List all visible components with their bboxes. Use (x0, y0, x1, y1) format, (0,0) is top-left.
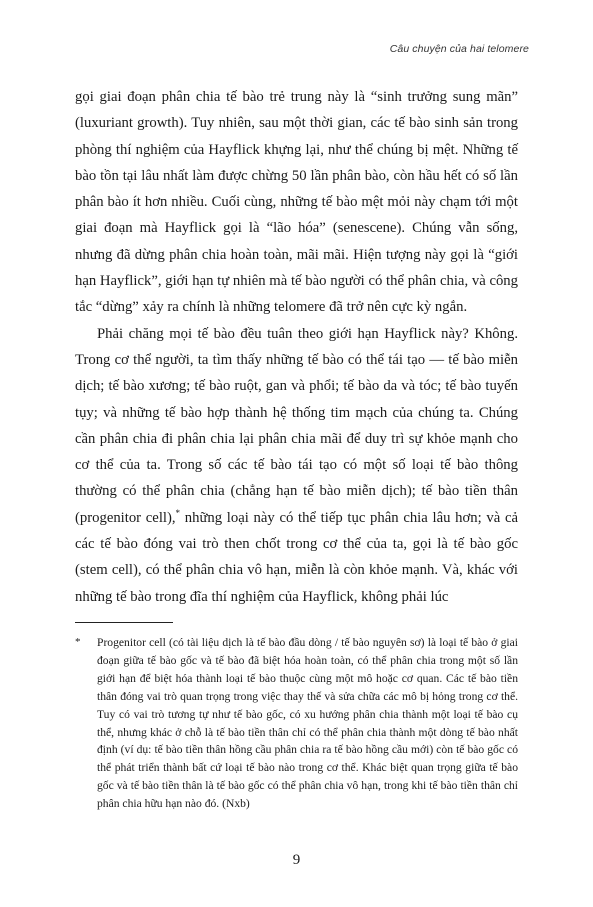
page-number: 9 (292, 852, 301, 868)
paragraph-1: gọi giai đoạn phân chia tế bào trẻ trung này là “sinh trưởng sung mãn” (luxuriant growth). Tuy nhiên, sau một thời gian, các tế bào sinh sản trong phòng thí nghiệm của Hayflick khựng lại, như thể chúng bị mệt. Những tế bào tồn tại lâu nhất làm được chừng 50 lần phân bào, còn hầu hết có số lần phân bào ít hơn nhiều. Cuối cùng, những tế bào mệt mỏi này chạm tới một giai đoạn mà Hayflick gọi là “lão hóa” (senescene). Chúng vẫn sống, nhưng đã dừng phân chia hoàn toàn, mãi mãi. Hiện tượng này gọi là “giới hạn Hayflick”, giới hạn tự nhiên mà tế bào người có thể phân chia, và công tắc “dừng” xảy ra chính là những telomere đã trở nên cực kỳ ngắn. (75, 89, 518, 316)
footnote-text: Progenitor cell (có tài liệu dịch là tế bào đầu dòng / tế bào nguyên sơ) là loại tế bào ở giai đoạn giữa tế bào gốc và tế bào đã biệt hóa hoàn toàn, có thể phân chia trong một số lần giới hạn để biệt hóa thành loại tế bào thuộc cùng một mô hoặc cơ quan. Các tế bào tiền thân đóng vai trò quan trọng trong việc thay thế và sửa chữa các mô bị hỏng trong cơ thể. Tuy có vai trò tương tự như tế bào gốc, có xu hướng phân chia thành một loại tế bào cụ thể, nhưng khác ở chỗ là tế bào tiền thân chỉ có thể phân chia thành một dòng tế bào nhất định (ví dụ: tế bào tiền thân hồng cầu phân chia ra tế bào hồng cầu mới) còn tế bào gốc có thể phát triển thành bất cứ loại tế bào nào trong cơ thể. Khác biệt quan trọng giữa tế bào gốc và tế bào tiền thân là tế bào gốc có thể phân chia vô hạn, trong khi tế bào tiền thân chỉ phân chia hữu hạn nào đó. (Nxb) (97, 636, 518, 811)
footnote-divider (75, 622, 173, 623)
paragraph-2 (75, 321, 518, 610)
footnote (75, 634, 518, 813)
footnote-marker: * (75, 636, 81, 648)
paragraph-2-text: Phải chăng mọi tế bào đều tuân theo giới hạn Hayflick này? Không. Trong cơ thể người, ta tìm thấy những tế bào có thể tái tạo — tế bào miễn dịch; tế bào xương; tế bào ruột, gan và phổi; tế bào da và tóc; tế bào tuyến tụy; và những tế bào hợp thành hệ thống tim mạch của chúng ta. Chúng cần phân chia đi phân chia lại phân chia mãi để duy trì sự khỏe mạnh cho cơ thể của ta. Trong số các tế bào tái tạo có một số loại tế bào thông thường có thể phân chia (chẳng hạn tế bào miễn dịch); tế bào tiền thân (progenitor cell), (75, 325, 518, 526)
footnote-reference[interactable]: * (175, 507, 181, 518)
paragraph-2-continuation: những loại này có thể tiếp tục phân chia lâu hơn; và cả các tế bào đóng vai trò then chốt trong cơ thể của ta, gọi là tế bào gốc (stem cell), có thể phân chia vô hạn, miễn là còn khỏe mạnh. Và, khác với những tế bào trong đĩa thí nghiệm của Hayflick, không phải lúc (75, 509, 518, 605)
running-head: Câu chuyện của hai telomere (389, 43, 529, 55)
main-text (75, 84, 518, 610)
